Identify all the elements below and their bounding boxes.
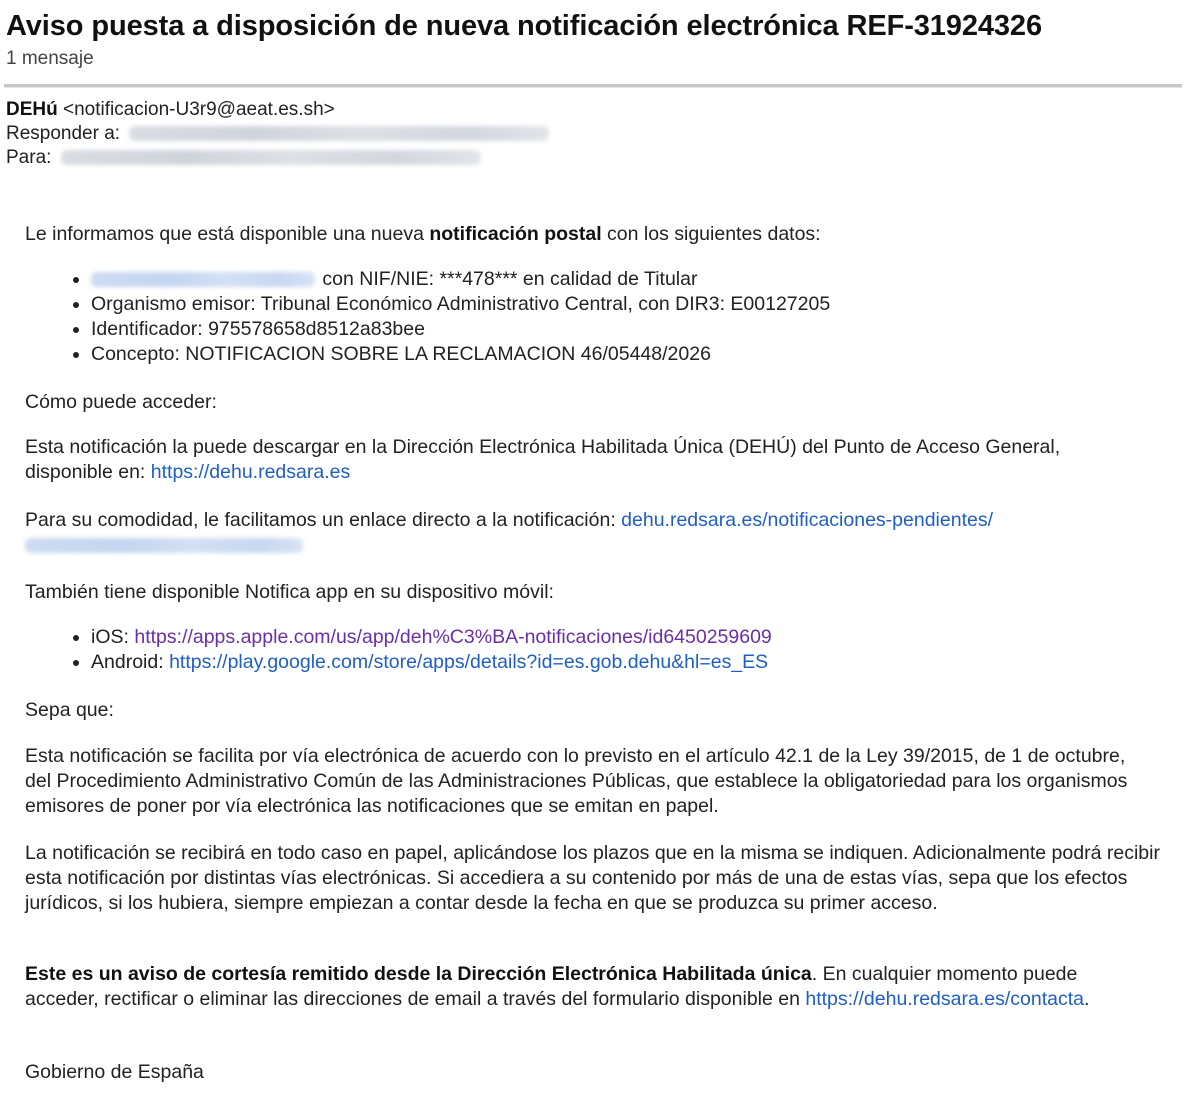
ley-paragraph: Esta notificación se facilita por vía electrónica de acuerdo con lo previsto en el artículo 42.1 de la Ley 39/2015, de 1 de octubre, del Procedimiento Administrativo Común de las Administraciones Públicas, que establece la obligatoriedad para los organismos emisores de poner por vía electrónica las notificaciones que se emitan en papel. (25, 745, 1128, 817)
email-meta (6, 98, 549, 170)
intro-suffix: con los siguientes datos: (601, 223, 821, 245)
app-android (91, 650, 772, 675)
detail-concepto: • Concepto: NOTIFICACION SOBRE LA RECLAMACION 46/05448/2026 (91, 342, 830, 367)
app-ios (91, 625, 772, 650)
android-app-link[interactable]: https://play.google.com/store/apps/details?id=es.gob.dehu&hl=es_ES (169, 651, 769, 673)
message-count: 1 mensaje (6, 48, 94, 69)
recipient-email-redacted (91, 272, 315, 287)
direct-link-redacted[interactable] (25, 538, 303, 553)
email-header (6, 8, 1184, 71)
notification-details-list (25, 267, 830, 367)
to-label: Para: (6, 147, 52, 168)
android-label: Android: (91, 651, 170, 673)
descargar-text: Esta notificación la puede descargar en la Dirección Electrónica Habilitada Única (DEHÚ) del Punto de Acceso General, disponible en: (25, 436, 1061, 483)
sepa-que-heading: Sepa que: (25, 699, 114, 721)
signature: Gobierno de España (25, 1061, 204, 1083)
cortesia-text: . En cualquier momento puede acceder, rectificar o eliminar las direcciones de email a través del formulario disponible en (25, 963, 1078, 1010)
header-divider (4, 84, 1182, 88)
apps-list (25, 625, 772, 675)
detail-text: con NIF/NIE: ***478*** en calidad de Titular (322, 268, 698, 290)
detail-identificador: • Identificador: 975578658d8512a83bee (91, 317, 830, 342)
to-row (6, 146, 549, 170)
comodidad-paragraph (25, 508, 1145, 558)
sender-row (6, 98, 549, 122)
ios-label: iOS: (91, 626, 135, 648)
notificaciones-pendientes-link[interactable]: dehu.redsara.es/notificaciones-pendientes/ (621, 509, 993, 531)
reply-to-label: Responder a: (6, 123, 121, 144)
to-redacted (61, 150, 481, 165)
detail-recipient (91, 267, 830, 292)
ios-app-link[interactable]: https://apps.apple.com/us/app/deh%C3%BA-notificaciones/id6450259609 (134, 626, 772, 648)
cortesia-paragraph (25, 962, 1145, 1012)
intro-text: Le informamos que está disponible una nueva (25, 223, 430, 245)
dehu-link[interactable]: https://dehu.redsara.es (150, 461, 351, 483)
descargar-paragraph (25, 435, 1105, 485)
tambien-paragraph: También tiene disponible Notifica app en su dispositivo móvil: (25, 581, 554, 603)
intro-bold: notificación postal (429, 223, 602, 245)
como-acceder-heading: Cómo puede acceder: (25, 391, 217, 413)
cortesia-end: . (1083, 988, 1090, 1010)
sender-name[interactable]: DEHú (6, 99, 58, 120)
detail-organismo: • Organismo emisor: Tribunal Económico Administrativo Central, con DIR3: E00127205 (91, 292, 830, 317)
email-subject: Aviso puesta a disposición de nueva notificación electrónica REF-31924326 (6, 10, 1042, 42)
sender-address[interactable]: <notificacion-U3r9@aeat.es.sh> (63, 99, 335, 120)
papel-paragraph: La notificación se recibirá en todo caso en papel, aplicándose los plazos que en la misma se indiquen. Adicionalmente podrá recibir esta notificación por distintas vías electrónicas. Si accediera a su contenido por más de una de estas vías, sepa que los efectos jurídicos, si los hubiera, siempre empiezan a contar desde la fecha en que se produzca su primer acceso. (25, 842, 1160, 914)
intro-paragraph (25, 222, 821, 247)
cortesia-bold: Este es un aviso de cortesía remitido desde la Dirección Electrónica Habilitada única (25, 963, 812, 985)
reply-to-redacted (129, 126, 549, 141)
reply-to-row (6, 122, 549, 146)
comodidad-text: Para su comodidad, le facilitamos un enlace directo a la notificación: (25, 509, 622, 531)
contacta-link[interactable]: https://dehu.redsara.es/contacta (805, 988, 1084, 1010)
